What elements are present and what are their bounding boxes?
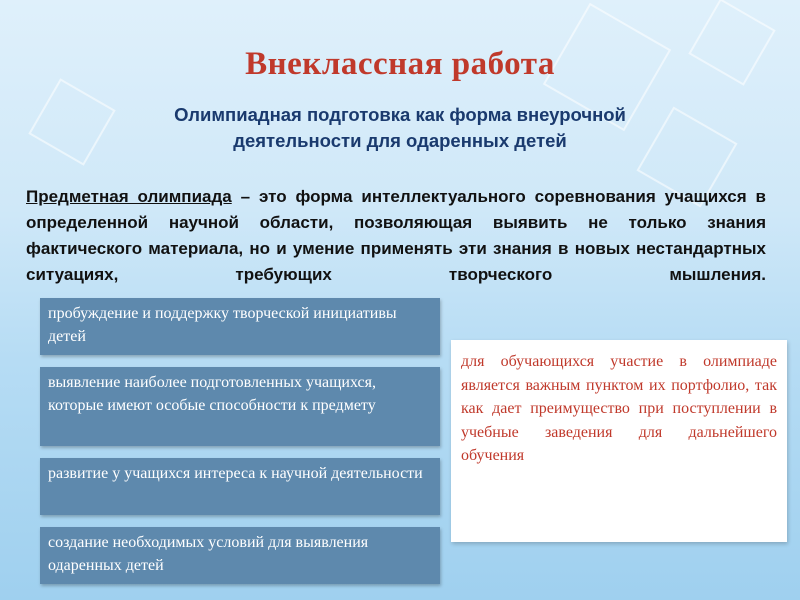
slide-subtitle: Олимпиадная подготовка как форма внеурочной деятельности для одаренных детей	[174, 104, 626, 151]
portfolio-note-text: для обучающихся участие в олимпиаде является важным пунктом их портфолио, так как дает преимущество при поступлении в учебные заведения для дальнейшего обучения	[461, 353, 777, 464]
definition-term: Предметная олимпиада	[26, 187, 232, 206]
portfolio-note-box	[451, 340, 787, 542]
slide-title: Внеклассная работа	[245, 46, 555, 82]
goal-card-identification: выявление наиболее подготовленных учащихся, которые имеют особые способности к предмету	[40, 367, 440, 446]
definition-body: – это форма интеллектуального соревнования учащихся в определенной научной области, позволяющая выявить не только знания фактического материала, но и умение применять эти знания в новых нестандартных ситуациях, требующих творческого мышления.	[26, 187, 766, 284]
goal-card-initiative: пробуждение и поддержку творческой инициативы детей	[40, 298, 440, 355]
goal-card-interest: развитие у учащихся интереса к научной деятельности	[40, 458, 440, 515]
goal-card-conditions: создание необходимых условий для выявления одаренных детей	[40, 527, 440, 584]
definition-text	[26, 184, 766, 288]
